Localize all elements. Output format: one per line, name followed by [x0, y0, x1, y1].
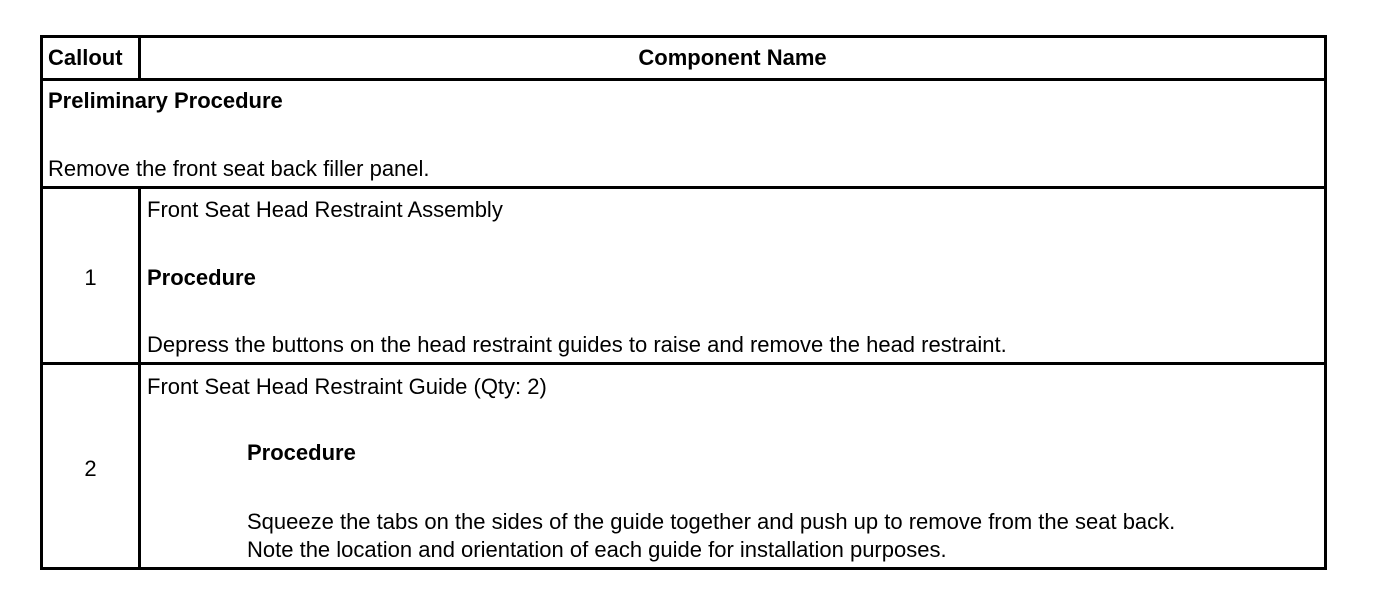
procedure-table: [40, 35, 1327, 570]
row-1-procedure-label: Procedure: [147, 265, 256, 290]
row-2-procedure-text-line-1: Squeeze the tabs on the sides of the guide together and push up to remove from the seat back.: [247, 509, 1176, 534]
preliminary-text: Remove the front seat back filler panel.: [48, 156, 430, 181]
row-2-column-divider: [138, 365, 141, 567]
row-2-procedure-label: Procedure: [247, 440, 356, 465]
row-2-callout: 2: [84, 456, 97, 481]
header-component-name: Component Name: [638, 45, 827, 70]
row-2-procedure-text-line-2: Note the location and orientation of each guide for installation purposes.: [247, 537, 947, 562]
header-divider: [43, 78, 1324, 81]
row-1-procedure-text: Depress the buttons on the head restraint guides to raise and remove the head restraint.: [147, 332, 1007, 357]
header-callout: Callout: [48, 45, 123, 70]
row-1-callout: 1: [84, 265, 97, 290]
row-1-component: Front Seat Head Restraint Assembly: [147, 197, 503, 222]
preliminary-heading: Preliminary Procedure: [48, 88, 283, 113]
row-1-column-divider: [138, 189, 141, 362]
row-2-component: Front Seat Head Restraint Guide (Qty: 2): [147, 374, 547, 399]
preliminary-divider: [43, 186, 1324, 189]
row-1-divider: [43, 362, 1324, 365]
